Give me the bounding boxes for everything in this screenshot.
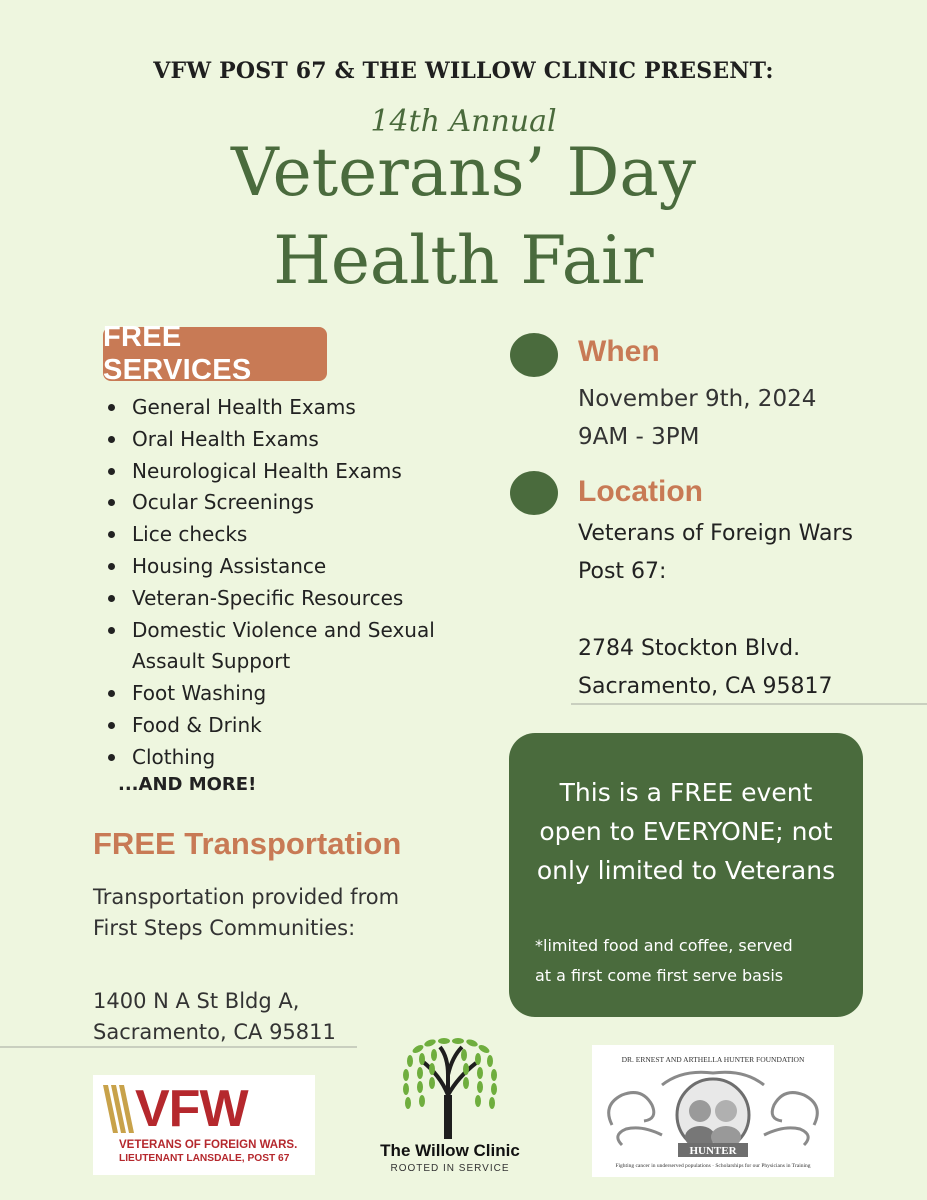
- services-list: [105, 392, 485, 774]
- vfw-logo: [93, 1075, 315, 1175]
- when-heading: When: [578, 335, 660, 368]
- service-item: Domestic Violence and Sexual Assault Support: [105, 615, 485, 679]
- transportation-line-1: Transportation provided from: [93, 885, 400, 909]
- free-event-note-line-1: *limited food and coffee, served: [535, 936, 793, 955]
- annual-subtitle: 14th Annual: [370, 104, 557, 139]
- service-item: Oral Health Exams: [105, 424, 485, 456]
- service-item: General Health Exams: [105, 392, 485, 424]
- vfw-subtitle-2: LIEUTENANT LANSDALE, POST 67: [119, 1153, 290, 1164]
- free-event-message: [509, 773, 863, 890]
- divider-left: [0, 1046, 357, 1048]
- service-item: Ocular Screenings: [105, 487, 485, 519]
- title-line-1: Veterans’ Day: [230, 134, 697, 211]
- location-address: [578, 630, 832, 706]
- willow-tree-icon: [360, 1035, 540, 1139]
- service-item: Veteran-Specific Resources: [105, 583, 485, 615]
- transportation-address: [93, 986, 336, 1048]
- transportation-heading: FREE Transportation: [93, 826, 402, 861]
- service-item: Neurological Health Exams: [105, 456, 485, 488]
- when-details: [578, 380, 816, 456]
- location-address-line-2: Sacramento, CA 95817: [578, 674, 833, 699]
- transportation-line-2: First Steps Communities:: [93, 916, 356, 940]
- free-event-line-3: only limited to Veterans: [536, 856, 836, 885]
- when-bullet-icon: [510, 333, 558, 377]
- free-event-line-2: open to EVERYONE; not: [539, 817, 833, 846]
- transportation-address-line-2: Sacramento, CA 95811: [93, 1020, 336, 1044]
- free-services-badge: FREE SERVICES: [103, 327, 327, 381]
- hunter-foundation-title: DR. ERNEST AND ARTHELLA HUNTER FOUNDATION: [621, 1055, 805, 1064]
- location-venue: [578, 515, 853, 591]
- venue-line-1: Veterans of Foreign Wars: [578, 521, 853, 546]
- transportation-address-line-1: 1400 N A St Bldg A,: [93, 989, 300, 1013]
- free-event-note: [535, 931, 845, 991]
- divider-right: [571, 703, 927, 705]
- service-item: Foot Washing: [105, 678, 485, 710]
- service-item: Clothing: [105, 742, 485, 774]
- willow-clinic-logo: [360, 1035, 540, 1180]
- hunter-foundation-logo: [592, 1045, 834, 1177]
- location-heading: Location: [578, 475, 703, 508]
- vfw-wordmark: VFW: [135, 1080, 248, 1138]
- presenter-line: VFW POST 67 & THE WILLOW CLINIC PRESENT:: [153, 58, 774, 84]
- hunter-crest-icon: [592, 1065, 834, 1163]
- location-bullet-icon: [510, 471, 558, 515]
- hunter-name-text: HUNTER: [689, 1145, 737, 1157]
- event-date: November 9th, 2024: [578, 386, 817, 412]
- event-time: 9AM - 3PM: [578, 424, 700, 450]
- service-item: Food & Drink: [105, 710, 485, 742]
- free-event-line-1: This is a FREE event: [559, 778, 813, 807]
- vfw-subtitle-1: VETERANS OF FOREIGN WARS.: [119, 1139, 298, 1151]
- hunter-foundation-tagline: Fighting cancer in underserved populations · Scholarships for our Physicians in Training: [615, 1163, 811, 1169]
- location-address-line-1: 2784 Stockton Blvd.: [578, 636, 801, 661]
- and-more-text: ...AND MORE!: [118, 774, 257, 795]
- free-event-panel: [509, 733, 863, 1017]
- title-line-2: Health Fair: [273, 222, 654, 299]
- willow-clinic-name: The Willow Clinic: [380, 1141, 520, 1160]
- service-item: Lice checks: [105, 519, 485, 551]
- transportation-description: [93, 882, 399, 944]
- service-item: Housing Assistance: [105, 551, 485, 583]
- free-event-note-line-2: at a first come first serve basis: [535, 966, 784, 985]
- venue-line-2: Post 67:: [578, 559, 667, 584]
- willow-clinic-tagline: ROOTED IN SERVICE: [390, 1163, 510, 1174]
